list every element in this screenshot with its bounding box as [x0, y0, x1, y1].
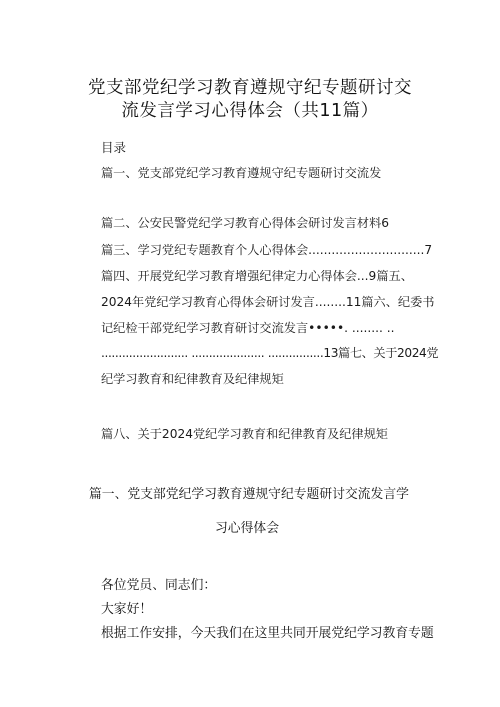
- salutation: 各位党员、同志们：: [101, 578, 217, 593]
- toc-entry-2[interactable]: 篇二、公安民警党纪学习教育心得体会研讨发言材料6: [101, 216, 390, 230]
- toc-entry-4[interactable]: 篇四、开展党纪学习教育增强纪律定力心得体会...9篇五、: [101, 269, 413, 283]
- greeting: 大家好！: [101, 602, 153, 617]
- toc-entry-5[interactable]: 2024年党纪学习教育心得体会研讨发言........11篇六、纪委书: [101, 295, 435, 309]
- document-title-line-1: 党支部党纪学习教育遵规守纪专题研讨交: [88, 78, 412, 98]
- toc-entry-9[interactable]: 篇八、关于2024党纪学习教育和纪律教育及纪律规矩: [101, 427, 388, 441]
- section-title-line-1: 篇一、党支部党纪学习教育遵规守纪专题研讨交流发言学: [89, 487, 409, 502]
- toc-entry-6[interactable]: 记纪检干部党纪学习教育研讨交流发言•••••. ........ ..: [101, 321, 395, 335]
- toc-heading: 目录: [101, 140, 127, 155]
- section-title-line-2: 习心得体会: [215, 521, 279, 536]
- toc-entry-8[interactable]: 纪学习教育和纪律教育及纪律规矩: [101, 372, 284, 386]
- toc-entry-3[interactable]: 篇三、学习党纪专题教育个人心得体会..............................7: [101, 243, 433, 257]
- toc-entry-1[interactable]: 篇一、党支部党纪学习教育遵规守纪专题研讨交流发: [101, 166, 382, 180]
- document-title-line-2: 流发言学习心得体会（共11篇）: [121, 101, 379, 121]
- toc-entry-7[interactable]: ......................... ..................... ................13篇七、关于2024党: [101, 346, 439, 360]
- body-paragraph-line: 根据工作安排，今天我们在这里共同开展党纪学习教育专题: [101, 626, 434, 641]
